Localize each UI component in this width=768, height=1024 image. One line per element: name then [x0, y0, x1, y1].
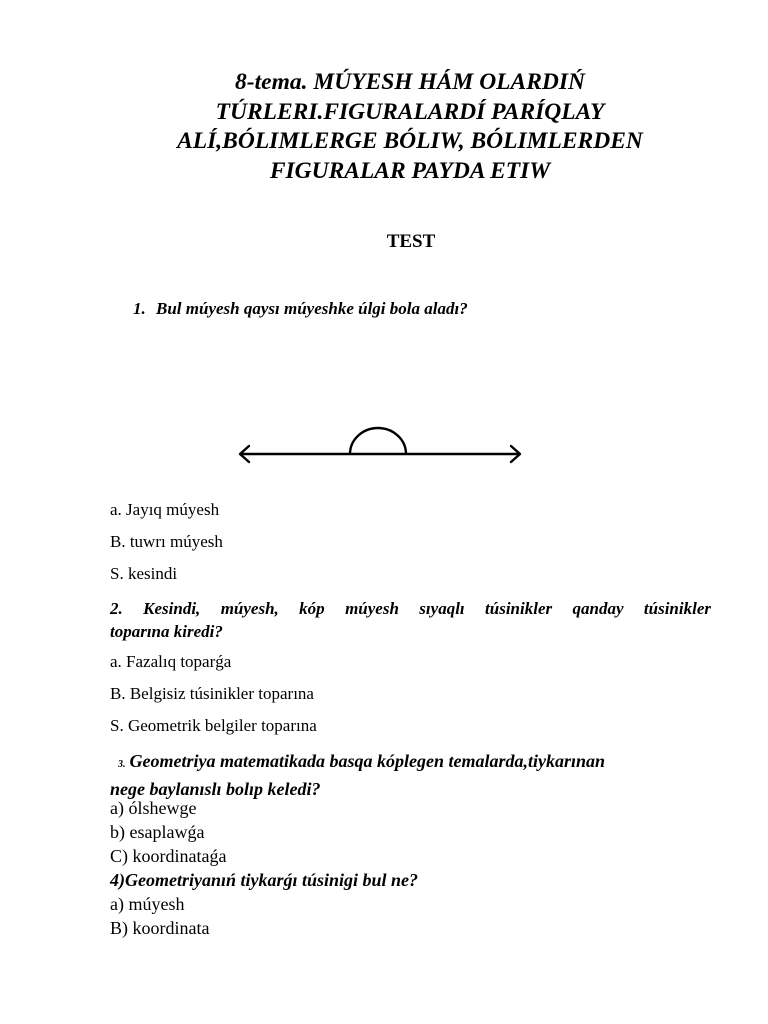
title-line-3: ALÍ,BÓLIMLERGE BÓLIW, BÓLIMLERDEN [177, 128, 643, 154]
question-1-number: 1. [133, 299, 146, 318]
question-3-option-c: C) koordinataǵa [110, 846, 227, 866]
question-2-option-c: S. Geometrik belgiler toparına [110, 716, 317, 735]
question-3-line-1: Geometriya matematikada basqa kóplegen temalarda,tiykarınan [129, 751, 605, 771]
document-title [100, 68, 720, 186]
question-1-option-b: B. tuwrı múyesh [110, 532, 223, 551]
question-2-option-b: B. Belgisiz túsinikler toparına [110, 684, 314, 703]
title-line-2: TÚRLERI.FIGURALARDÍ PARÍQLAY [215, 98, 605, 125]
question-2 [110, 597, 711, 643]
question-1-option-a: a. Jayıq múyesh [110, 500, 220, 519]
question-3-option-a: a) ólshewge [110, 798, 197, 818]
question-2-line-1: 2. Kesindi, múyesh, kóp múyesh sıyaqlı túsinikler qanday túsinikler [110, 599, 711, 618]
question-1-option-c: S. kesindi [110, 564, 178, 583]
question-4: 4)Geometriyanıń tiykarǵı túsinigi bul ne? [110, 870, 419, 890]
question-1-text: Bul múyesh qaysı múyeshke úlgi bola aladı? [156, 299, 468, 318]
straight-angle-figure [230, 415, 530, 470]
question-3 [110, 749, 605, 801]
question-3-option-b: b) esaplawǵa [110, 822, 205, 842]
test-heading: TEST [386, 231, 436, 252]
title-line-1: 8-tema. MÚYESH HÁM OLARDIŃ [235, 69, 585, 95]
question-1 [133, 299, 468, 319]
question-2-line-2: toparına kiredi? [110, 622, 223, 641]
question-4-option-a: a) múyesh [110, 894, 185, 914]
title-line-4: FIGURALAR PAYDA ETIW [269, 157, 551, 184]
question-4-option-b: B) koordinata [110, 918, 210, 938]
angle-arc [350, 428, 406, 454]
question-2-option-a: a. Fazalıq toparǵa [110, 652, 232, 671]
question-3-line-2: nege baylanıslı bolıp keledi? [110, 779, 321, 799]
question-3-number: 3. [118, 759, 126, 770]
